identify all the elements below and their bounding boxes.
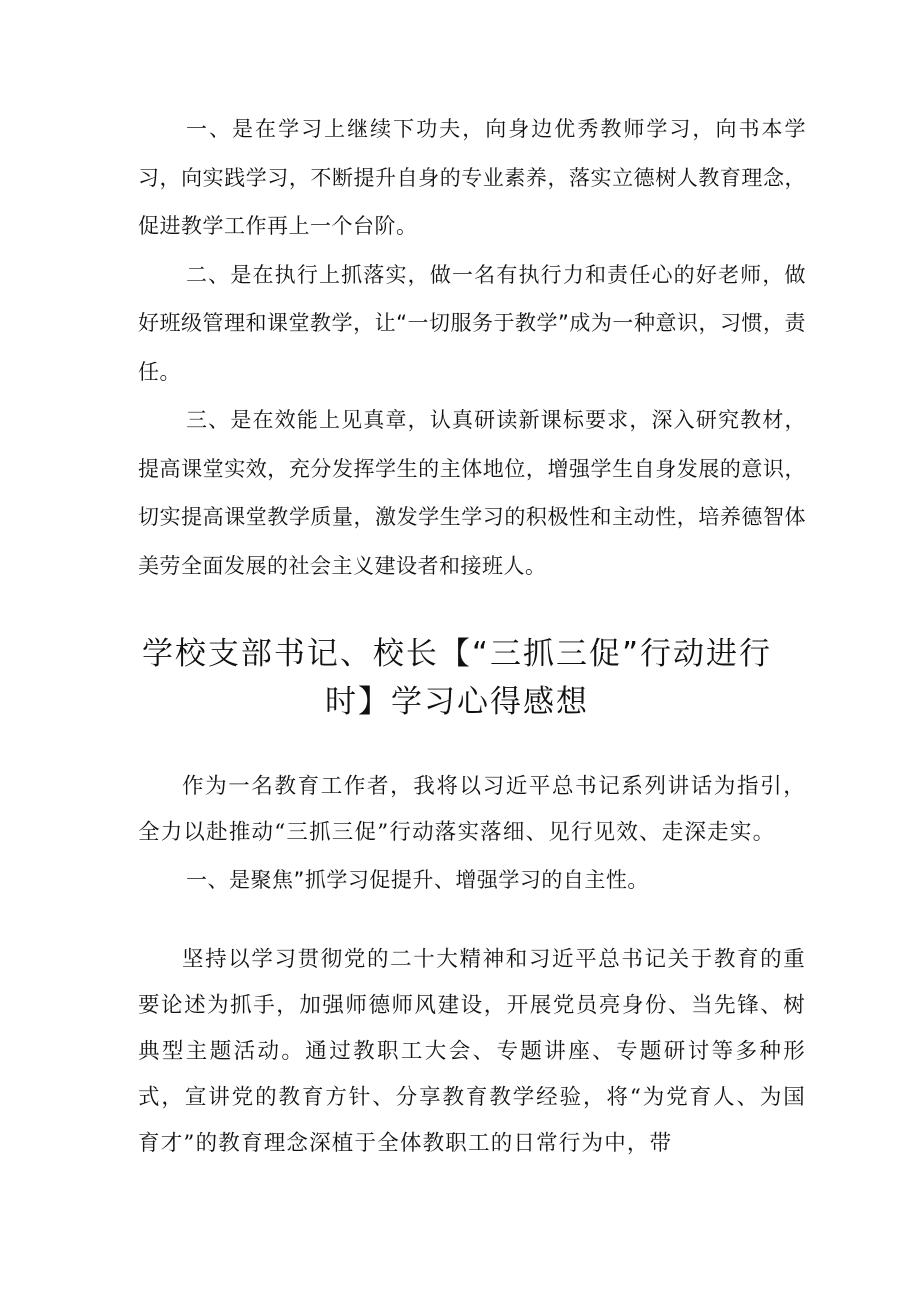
document-content bbox=[138, 105, 806, 1167]
paragraph-point-one: 一、是在学习上继续下功夫，向身边优秀教师学习，向书本学习，向实践学习，不断提升自身的专业素养，落实立德树人教育理念，促进教学工作再上一个台阶。 bbox=[138, 117, 806, 238]
paragraph-point-two: 二、是在执行上抓落实，做一名有执行力和责任心的好老师，做好班级管理和课堂教学，让“一切服务于教学”成为一种意识，习惯，责任。 bbox=[138, 262, 806, 384]
body-paragraph: 坚持以学习贯彻党的二十大精神和习近平总书记关于教育的重要论述为抓手，加强师德师风建设，开展党员亮身份、当先锋、树典型主题活动。通过教职工大会、专题讲座、专题研讨等多种形式，宣讲党的教育方针、分享教育教学经验，将“为党育人、为国育才”的教育理念深植于全体教职工的日常行为中，带 bbox=[138, 946, 806, 1156]
article-title: 学校支部书记、校长【“三抓三促”行动进行时】学习心得感想 bbox=[141, 636, 773, 720]
intro-paragraph: 作为一名教育工作者，我将以习近平总书记系列讲话为指引，全力以赴推动“三抓三促”行动落实落细、见行见效、走深走实。 bbox=[138, 774, 806, 845]
section-heading-one: 一、是聚焦”抓学习促提升、增强学习的自主性。 bbox=[186, 868, 649, 892]
paragraph-point-three: 三、是在效能上见真章，认真研读新课标要求，深入研究教材，提高课堂实效，充分发挥学生的主体地位，增强学生自身发展的意识，切实提高课堂教学质量，激发学生学习的积极性和主动性，培养德智体美劳全面发展的社会主义建设者和接班人。 bbox=[138, 408, 806, 578]
